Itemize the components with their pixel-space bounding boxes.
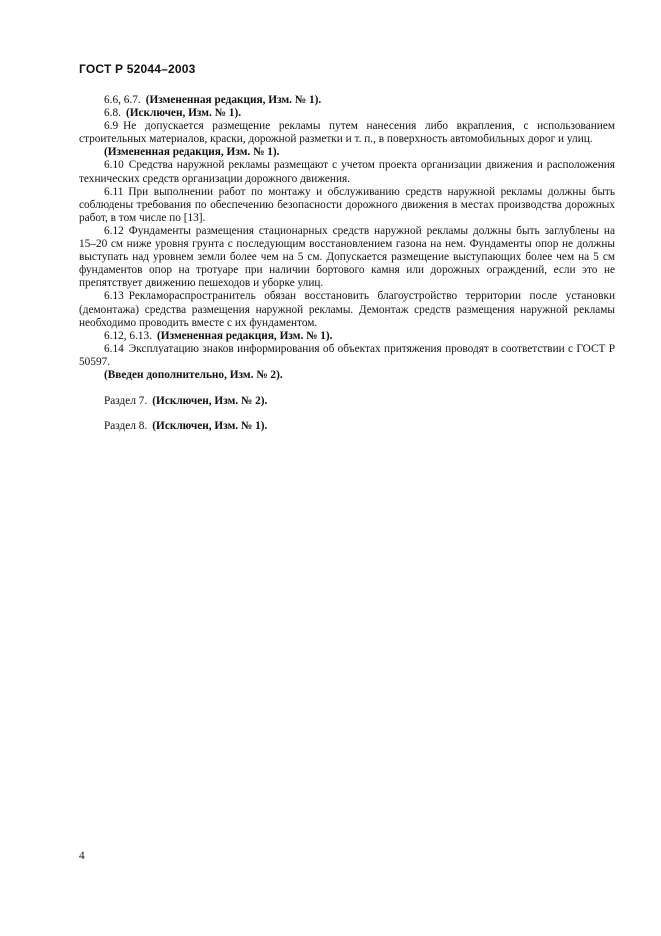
amendment-note: (Исключен, Изм. № 2). xyxy=(152,395,268,408)
clause-number: 6.13 xyxy=(104,290,124,303)
note-6-9 xyxy=(79,146,615,159)
clause-number: 6.11 xyxy=(104,185,124,198)
clause-text: При выполнении работ по монтажу и обслуживанию средств наружной рекламы должны быть соблюдены требования по обеспечению безопасности дорожного движения в местах производства дорожных работ, в том числе по [13]. xyxy=(79,185,615,224)
clause-text: Эксплуатацию знаков информирования об объектах притяжения проводят в соответствии с ГОСТ Р 50597. xyxy=(79,342,615,368)
clause-text: Фундаменты размещения стационарных средств наружной рекламы должны быть заглублены на 15–20 см ниже уровня грунта с последующим восстановлением газона на нем. Фундаменты опор не должны выступать над уровнем земли более чем на 5 см. Допускается размещение выступающих более чем на 5 см фундаментов опор на тротуаре при наличии бортового камня или дорожных ограждений, если это не препятствует движению пешеходов и уборке улиц. xyxy=(79,224,615,290)
amendment-note: (Исключен, Изм. № 1). xyxy=(152,420,268,433)
section-ref: Раздел 7. xyxy=(104,395,148,408)
clause-ref: 6.12, 6.13. xyxy=(104,329,153,342)
clause-text: Не допускается размещение рекламы путем нанесения либо вкрапления, с использованием строительных материалов, краски, дорожной разметки и т. п., в поверхность автомобильных дорог и улиц. xyxy=(79,120,615,146)
clause-text: Средства наружной рекламы размещают с учетом проекта организации движения и расположения технических средств организации дорожного движения. xyxy=(79,159,615,185)
clause-6-11 xyxy=(79,186,615,225)
document-header: ГОСТ Р 52044–2003 xyxy=(79,62,196,76)
clause-6-13 xyxy=(79,290,615,329)
amendment-note: (Измененная редакция, Изм. № 1). xyxy=(104,146,280,159)
clause-number: 6.14 xyxy=(104,342,124,355)
clause-number: 6.10 xyxy=(104,159,124,172)
amendment-note: (Измененная редакция, Изм. № 1). xyxy=(157,329,333,342)
clause-ref: 6.8. xyxy=(104,107,121,120)
note-6-6-6-7 xyxy=(79,94,615,107)
section-8-note xyxy=(79,420,615,433)
amendment-note: (Введен дополнительно, Изм. № 2). xyxy=(104,368,283,381)
clause-6-9 xyxy=(79,120,615,146)
amendment-note: (Исключен, Изм. № 1). xyxy=(125,107,242,120)
clause-6-10 xyxy=(79,159,615,185)
note-6-8 xyxy=(79,107,615,120)
clause-6-14 xyxy=(79,343,615,369)
clause-6-12 xyxy=(79,225,615,290)
amendment-note: (Измененная редакция, Изм. № 1). xyxy=(145,94,322,106)
note-6-14 xyxy=(79,369,615,382)
section-7-note xyxy=(79,395,615,408)
clause-text: Рекламораспространитель обязан восстановить благоустройство территории после установки (демонтажа) средства размещения наружной рекламы. Демонтаж средств размещения наружной рекламы необходимо проводить вместе с их фундаментом. xyxy=(79,290,615,329)
section-ref: Раздел 8. xyxy=(104,420,148,433)
clause-number: 6.9 xyxy=(104,120,119,133)
clause-ref: 6.6, 6.7. xyxy=(104,94,141,106)
note-6-12-6-13 xyxy=(79,330,615,343)
page-number: 4 xyxy=(79,850,85,862)
clause-number: 6.12 xyxy=(104,224,124,237)
document-body xyxy=(79,94,615,433)
